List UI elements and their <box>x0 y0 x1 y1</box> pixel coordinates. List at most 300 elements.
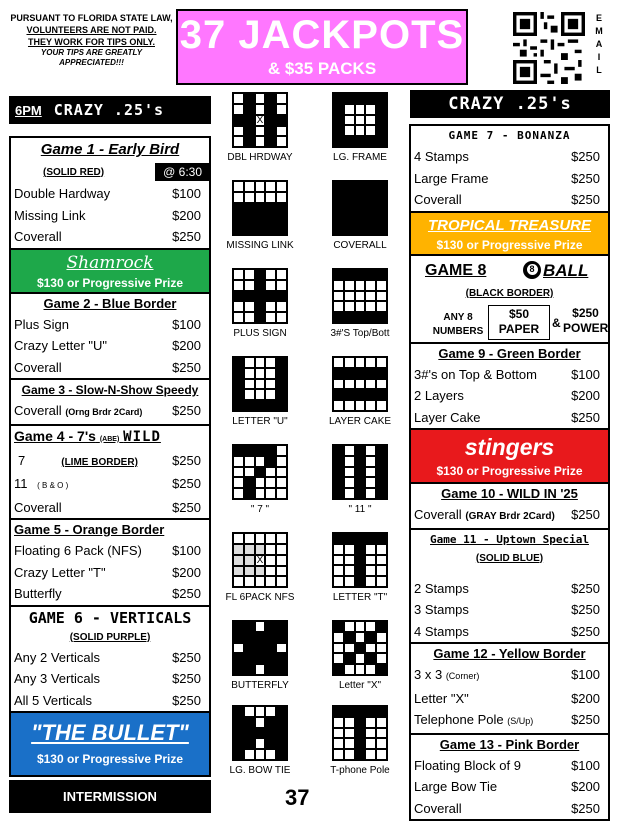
pattern-cell <box>256 358 265 367</box>
pattern-cell <box>377 193 386 202</box>
page-number: 37 <box>285 785 310 810</box>
page-title: 37 JACKPOTS <box>179 13 465 57</box>
game-13-title: Game 13 - Pink Border <box>439 736 580 752</box>
pattern-cell <box>356 94 365 103</box>
pattern-cell <box>245 739 254 748</box>
law-line-2: VOLUNTEERS ARE NOT PAID. <box>26 25 157 35</box>
pattern-cell <box>266 468 275 477</box>
pattern-label: 3#'S Top/Bott <box>330 328 390 339</box>
pattern-cell <box>277 270 286 279</box>
pattern-cell <box>345 534 354 543</box>
pattern-cell <box>256 489 265 498</box>
pattern-cell <box>245 313 254 322</box>
pattern-cell <box>377 380 386 389</box>
pattern-cell <box>234 292 243 301</box>
pattern-cell <box>234 401 243 410</box>
pattern-cell <box>377 302 386 311</box>
pattern-cell <box>266 380 275 389</box>
pattern-cell <box>245 654 254 663</box>
pattern-cell <box>234 270 243 279</box>
pattern-cell <box>377 622 386 631</box>
pattern-cell <box>377 457 386 466</box>
law-line-3: THEY WORK FOR TIPS ONLY. <box>27 37 155 47</box>
pattern-cell <box>245 182 254 191</box>
pattern-cell <box>266 182 275 191</box>
game-10-item: Coverall <box>414 507 462 522</box>
pattern-cell <box>234 478 243 487</box>
qr-code-icon[interactable] <box>513 12 585 84</box>
game-6-price: $250 <box>172 671 201 686</box>
pattern-cell <box>334 665 343 674</box>
pattern-cell <box>377 358 386 367</box>
pattern-cell <box>277 622 286 631</box>
pattern-cell <box>356 116 365 125</box>
game-2-item: Plus Sign <box>14 316 69 332</box>
game-5-price: $200 <box>172 564 201 580</box>
pattern-label: LG. BOW TIE <box>229 765 291 776</box>
game-4-sub: (LIME BORDER) <box>61 456 138 468</box>
pattern-cell <box>234 468 243 477</box>
pattern-label: FL 6PACK NFS <box>225 592 295 603</box>
pattern-cell <box>277 478 286 487</box>
crazy-title-right: CRAZY .25's <box>448 94 572 114</box>
pattern-cell <box>256 105 265 114</box>
email-letter: M <box>595 26 603 36</box>
pattern-cell <box>245 390 254 399</box>
pattern-cell <box>234 545 243 554</box>
pattern-cell <box>377 478 386 487</box>
game-4-item: Coverall <box>14 499 62 515</box>
game-12-price: $250 <box>571 712 600 727</box>
pattern-cell <box>366 204 375 213</box>
pattern-cell <box>245 718 254 727</box>
pattern-cell <box>266 644 275 653</box>
pattern-cell <box>345 94 354 103</box>
pattern-cell <box>234 567 243 576</box>
pattern-cell <box>277 369 286 378</box>
pattern-cell <box>245 478 254 487</box>
game-1-sub: (SOLID RED) <box>43 166 105 178</box>
pattern-cell <box>334 446 343 455</box>
pattern-cell <box>356 446 365 455</box>
pattern-cell <box>234 556 243 565</box>
pattern-cell <box>334 292 343 301</box>
game-5-item: Butterfly <box>14 586 62 601</box>
pattern-cell <box>277 390 286 399</box>
game-12-price: $100 <box>571 667 600 682</box>
pattern-cell <box>334 358 343 367</box>
eight-ball-number: 8 <box>527 264 538 275</box>
pattern-cell <box>377 105 386 114</box>
pattern-cell <box>266 567 275 576</box>
pattern-cell <box>366 622 375 631</box>
game-1-time: @ 6:30 <box>155 163 210 181</box>
pattern-cell <box>345 193 354 202</box>
pattern-cell <box>277 380 286 389</box>
pattern-cell <box>266 446 275 455</box>
pattern-label: " 11 " <box>348 504 372 515</box>
pattern-cell <box>277 137 286 146</box>
pattern-cell <box>256 94 265 103</box>
pattern-cell <box>366 739 375 748</box>
pattern-cell <box>277 281 286 290</box>
pattern-cell <box>234 302 243 311</box>
pattern-cell <box>377 225 386 234</box>
pattern-cell <box>366 105 375 114</box>
pattern-cell <box>256 622 265 631</box>
pattern-cell <box>256 567 265 576</box>
pattern-cell <box>356 193 365 202</box>
game-11-sub: (SOLID BLUE) <box>475 552 544 564</box>
pattern-cell <box>334 193 343 202</box>
pattern-cell <box>356 380 365 389</box>
game-9-item: 3#'s on Top & Bottom <box>414 366 537 382</box>
game-2-price: $100 <box>172 316 201 332</box>
pattern-cell <box>256 225 265 234</box>
game-4-item: 7 <box>18 452 26 468</box>
pattern-label: DBL HRDWAY <box>227 152 293 163</box>
pattern-cell <box>345 446 354 455</box>
bingo-pattern-card <box>332 444 388 500</box>
pattern-cell <box>356 270 365 279</box>
pattern-cell <box>234 313 243 322</box>
pattern-cell <box>234 729 243 738</box>
pattern-cell <box>245 534 254 543</box>
pattern-cell <box>266 358 275 367</box>
pattern-cell <box>356 556 365 565</box>
law-line-1: PURSUANT TO FLORIDA STATE LAW, <box>10 13 173 23</box>
pattern-cell <box>334 380 343 389</box>
pattern-cell <box>334 739 343 748</box>
pattern-cell <box>334 622 343 631</box>
pattern-cell <box>245 137 254 146</box>
pattern-cell <box>234 390 243 399</box>
pattern-cell <box>256 468 265 477</box>
pattern-cell <box>266 654 275 663</box>
pattern-label: LETTER "U" <box>232 416 288 427</box>
pattern-cell <box>266 204 275 213</box>
pattern-cell <box>356 654 365 663</box>
crazy-bar-right <box>410 90 610 118</box>
pattern-cell <box>245 380 254 389</box>
bingo-pattern-card <box>232 532 288 588</box>
pattern-cell <box>277 750 286 759</box>
pattern-cell <box>266 193 275 202</box>
right-game-list <box>409 124 610 821</box>
game-8-any: ANY 8 NUMBERS <box>432 311 484 337</box>
pattern-cell <box>345 644 354 653</box>
pattern-cell <box>256 665 265 674</box>
pattern-cell <box>334 644 343 653</box>
pattern-cell <box>345 116 354 125</box>
game-3-note: (Orng Brdr 2Card) <box>65 407 143 417</box>
pattern-cell <box>266 750 275 759</box>
pattern-cell <box>377 729 386 738</box>
pattern-cell <box>377 214 386 223</box>
pattern-cell <box>356 545 365 554</box>
pattern-cell <box>377 446 386 455</box>
pattern-cell <box>334 137 343 146</box>
game-8-power-price: $250 <box>572 305 599 320</box>
bullet-title: "THE BULLET" <box>31 720 189 745</box>
pattern-cell <box>366 566 375 575</box>
pattern-cell <box>256 369 265 378</box>
game-6-item: Any 2 Verticals <box>14 649 100 665</box>
pattern-cell <box>334 457 343 466</box>
pattern-cell <box>334 214 343 223</box>
game-5-price: $250 <box>172 586 201 601</box>
game-13-price: $200 <box>571 779 600 794</box>
pattern-cell <box>377 313 386 322</box>
game-3-title: Game 3 - Slow-N-Show Speedy <box>21 383 199 397</box>
pattern-cell <box>277 94 286 103</box>
pattern-cell <box>377 545 386 554</box>
pattern-cell <box>234 137 243 146</box>
game-1-price: $250 <box>172 229 201 244</box>
pattern-cell <box>334 116 343 125</box>
pattern-cell <box>245 556 254 565</box>
pattern-cell <box>345 137 354 146</box>
tropical-title: TROPICAL TREASURE <box>427 216 592 234</box>
bingo-pattern-card <box>232 620 288 676</box>
game-8-paper: PAPER <box>498 321 540 336</box>
tropical-prize: $130 or Progressive Prize <box>436 237 583 252</box>
pattern-cell <box>245 567 254 576</box>
pattern-label: " 7 " <box>250 504 270 515</box>
pattern-cell <box>256 750 265 759</box>
pattern-cell <box>266 665 275 674</box>
pattern-cell <box>256 739 265 748</box>
pattern-cell <box>377 468 386 477</box>
pattern-cell <box>234 707 243 716</box>
pattern-cell <box>245 292 254 301</box>
game-13-price: $250 <box>571 800 600 816</box>
pattern-cell <box>356 478 365 487</box>
pattern-cell <box>234 577 243 586</box>
pattern-cell <box>345 380 354 389</box>
game-7-price: $250 <box>571 170 600 186</box>
game-1-item: Coverall <box>14 229 62 244</box>
pattern-cell <box>256 457 265 466</box>
pattern-cell <box>356 707 365 716</box>
pattern-cell <box>277 446 286 455</box>
pattern-cell <box>377 390 386 399</box>
pattern-cell <box>334 94 343 103</box>
game-5-item: Floating 6 Pack (NFS) <box>14 543 142 558</box>
pattern-cell <box>266 545 275 554</box>
pattern-cell <box>256 302 265 311</box>
email-letter: L <box>596 65 602 75</box>
pattern-cell <box>366 707 375 716</box>
pattern-cell <box>366 270 375 279</box>
game-4-wild: WILD <box>123 428 161 445</box>
pattern-cell <box>356 137 365 146</box>
pattern-cell <box>356 577 365 586</box>
pattern-cell <box>334 281 343 290</box>
pattern-cell <box>277 127 286 136</box>
game-2-item: Crazy Letter "U" <box>14 338 108 353</box>
pattern-cell <box>345 556 354 565</box>
stingers-banner <box>411 428 608 482</box>
pattern-cell <box>256 446 265 455</box>
pattern-cell <box>234 225 243 234</box>
pattern-cell <box>356 750 365 759</box>
game-10-price: $250 <box>571 507 600 522</box>
pattern-cell <box>356 313 365 322</box>
pattern-cell <box>356 489 365 498</box>
pattern-cell <box>256 380 265 389</box>
pattern-cell <box>245 225 254 234</box>
pattern-cell <box>366 193 375 202</box>
pattern-cell <box>234 127 243 136</box>
pattern-cell <box>245 665 254 674</box>
pattern-cell <box>266 127 275 136</box>
game-6-item: All 5 Verticals <box>14 692 93 708</box>
pattern-cell <box>277 644 286 653</box>
pattern-cell <box>345 489 354 498</box>
pattern-cell <box>245 446 254 455</box>
game-4-title: Game 4 - 7's <box>14 427 96 444</box>
pattern-cell <box>256 654 265 663</box>
pattern-cell <box>245 204 254 213</box>
pattern-cell <box>277 567 286 576</box>
game-1-price: $100 <box>172 186 201 201</box>
pattern-cell <box>356 358 365 367</box>
pattern-cell <box>245 105 254 114</box>
game-7-title: GAME 7 - BONANZA <box>448 129 571 142</box>
pattern-cell <box>277 556 286 565</box>
pattern-cell <box>277 313 286 322</box>
pattern-cell <box>245 545 254 554</box>
pattern-cell <box>266 94 275 103</box>
pattern-cell <box>366 292 375 301</box>
pattern-cell <box>256 137 265 146</box>
game-2-title: Game 2 - Blue Border <box>43 295 177 311</box>
bingo-pattern-card <box>332 180 388 236</box>
game-9-price: $250 <box>571 409 600 425</box>
game-8-title: GAME 8 <box>425 261 487 279</box>
bingo-pattern-card <box>332 268 388 324</box>
bingo-pattern-card <box>232 268 288 324</box>
pattern-cell <box>266 729 275 738</box>
pattern-cell <box>256 390 265 399</box>
pattern-cell <box>245 750 254 759</box>
pattern-cell <box>356 566 365 575</box>
game-7-item: 4 Stamps <box>414 149 469 164</box>
pattern-cell <box>377 644 386 653</box>
pattern-cell <box>256 633 265 642</box>
pattern-cell <box>234 457 243 466</box>
game-2-price: $200 <box>172 338 201 353</box>
pattern-cell <box>256 577 265 586</box>
bingo-pattern-card <box>232 180 288 236</box>
pattern-cell <box>256 214 265 223</box>
pattern-cell <box>366 281 375 290</box>
game-7-item: Large Frame <box>414 170 489 186</box>
pattern-label: BUTTERFLY <box>231 680 289 691</box>
pattern-cell <box>256 193 265 202</box>
pattern-cell <box>266 369 275 378</box>
pattern-cell <box>256 182 265 191</box>
pattern-cell <box>356 468 365 477</box>
game-4-price: $250 <box>172 452 201 468</box>
pattern-cell <box>377 137 386 146</box>
pattern-cell <box>345 718 354 727</box>
pattern-cell <box>334 468 343 477</box>
pattern-cell <box>256 127 265 136</box>
pattern-cell <box>256 270 265 279</box>
pattern-cell <box>377 182 386 191</box>
pattern-cell <box>377 281 386 290</box>
pattern-cell <box>245 302 254 311</box>
game-6-sub: (SOLID PURPLE) <box>69 631 151 643</box>
pattern-cell <box>356 739 365 748</box>
game-9-title: Game 9 - Green Border <box>438 345 581 361</box>
pattern-cell <box>366 369 375 378</box>
pattern-cell <box>345 750 354 759</box>
game-4-abe: (ABE) <box>99 435 120 443</box>
pattern-cell <box>356 633 365 642</box>
game-1-title: Game 1 - Early Bird <box>40 141 180 158</box>
pattern-cell <box>366 302 375 311</box>
pattern-cell <box>345 577 354 586</box>
pattern-cell <box>345 369 354 378</box>
pattern-cell <box>377 204 386 213</box>
pattern-cell <box>277 401 286 410</box>
pattern-cell <box>334 204 343 213</box>
pattern-cell <box>277 729 286 738</box>
pattern-cell <box>366 225 375 234</box>
pattern-cell <box>266 534 275 543</box>
bingo-pattern-card <box>232 444 288 500</box>
pattern-cell <box>345 457 354 466</box>
pattern-cell <box>334 545 343 554</box>
pattern-cell <box>334 401 343 410</box>
pattern-cell <box>234 281 243 290</box>
pattern-cell <box>245 489 254 498</box>
pattern-cell <box>234 446 243 455</box>
pattern-cell <box>266 390 275 399</box>
pattern-cell <box>356 729 365 738</box>
bingo-pattern-card <box>332 620 388 676</box>
game-4-price: $250 <box>172 476 201 491</box>
pattern-cell <box>377 577 386 586</box>
pattern-cell <box>366 457 375 466</box>
pattern-cell <box>234 182 243 191</box>
pattern-label: LG. FRAME <box>333 152 387 163</box>
game-6-price: $250 <box>172 649 201 665</box>
pattern-cell <box>266 137 275 146</box>
pattern-cell <box>377 94 386 103</box>
pattern-cell <box>366 313 375 322</box>
pattern-cell <box>245 270 254 279</box>
pattern-cell <box>345 105 354 114</box>
pattern-cell <box>366 137 375 146</box>
game-10-title: Game 10 - WILD IN '25 <box>441 486 578 501</box>
game-8-ball: BALL <box>543 260 589 280</box>
pattern-cell <box>366 556 375 565</box>
game-4-title-row <box>11 426 209 450</box>
pattern-cell <box>356 665 365 674</box>
pattern-cell <box>366 214 375 223</box>
game-9-price: $100 <box>571 366 600 382</box>
pattern-cell <box>266 313 275 322</box>
pattern-cell <box>345 270 354 279</box>
pattern-cell <box>277 116 286 125</box>
pattern-cell <box>277 545 286 554</box>
game-11-price: $250 <box>571 580 600 596</box>
pattern-cell <box>277 193 286 202</box>
